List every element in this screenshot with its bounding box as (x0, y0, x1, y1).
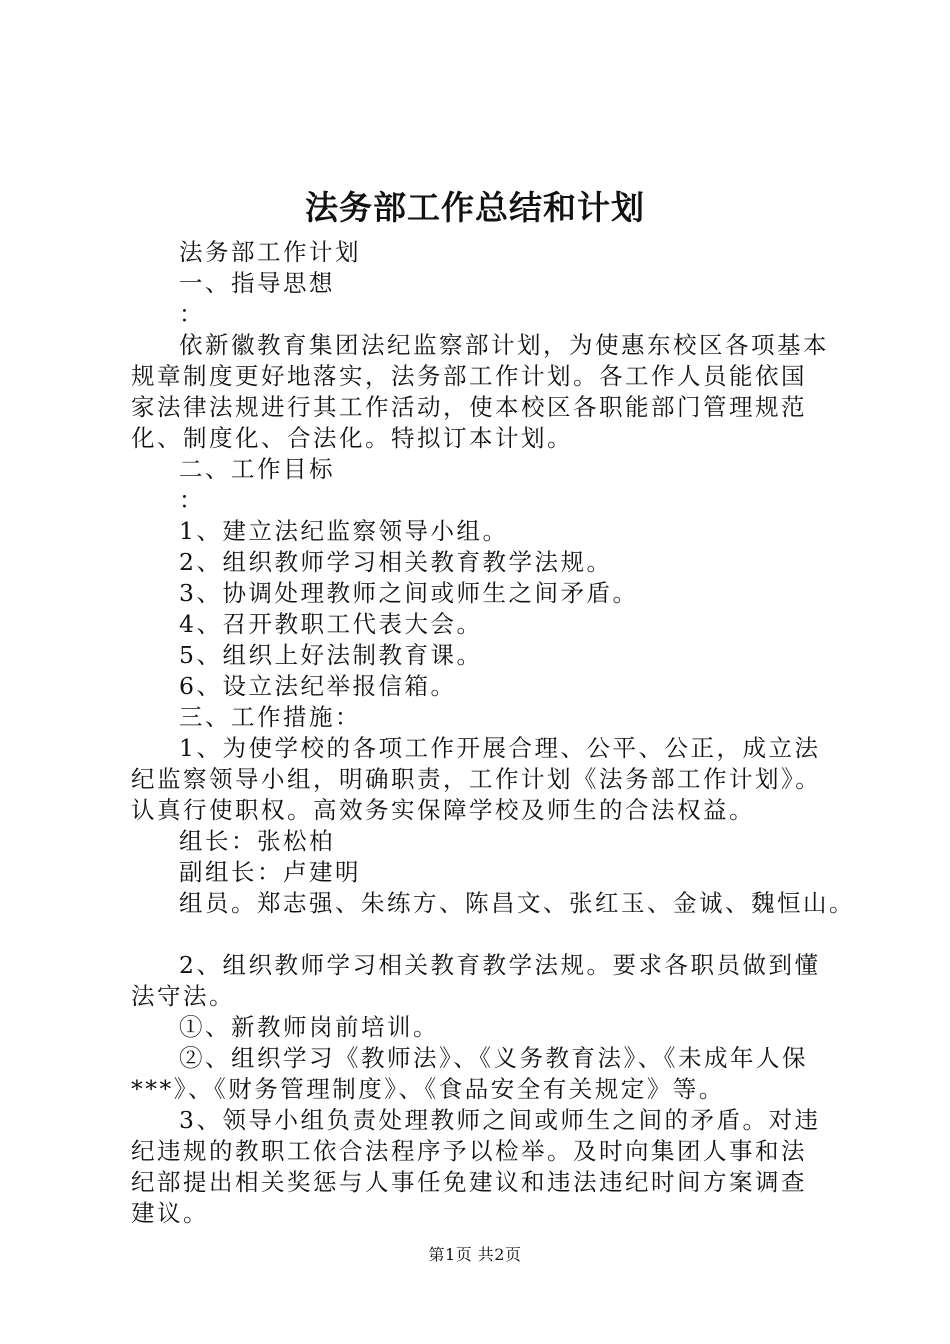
paragraph: ： (179, 486, 205, 514)
paragraph: 1、为使学校的各项工作开展合理、公平、公正，成立法纪监察领导小组，明确职责，工作计划《法务部工作计划》。认真行使职权。高效务实保障学校及师生的合法权益。 (131, 734, 822, 824)
paragraph: ： (179, 300, 205, 328)
list-item: 1、建立法纪监察领导小组。 (179, 517, 509, 545)
paragraph: 依新徽教育集团法纪监察部计划，为使惠东校区各项基本规章制度更好地落实，法务部工作计划。各工作人员能依国家法律法规进行其工作活动，使本校区各职能部门管理规范化、制度化、合法化。特拟订本计划。 (131, 331, 829, 452)
document-title: 法务部工作总结和计划 (305, 188, 645, 227)
page-footer: 第1页 共2页 (428, 1245, 522, 1264)
paragraph: 副组长：卢建明 (179, 858, 361, 886)
section-heading: 三、工作措施： (179, 703, 361, 731)
paragraph: 法务部工作计划 (179, 238, 361, 266)
list-item: 6、设立法纪举报信箱。 (179, 672, 457, 700)
list-item: ②、组织学习《教师法》、《义务教育法》、《未成年人保***》、《财务管理制度》、《食品安全有关规定》等。 (131, 1044, 808, 1103)
paragraph: 组员。郑志强、朱练方、陈昌文、张红玉、金诚、魏恒山。 (179, 889, 855, 917)
list-item: 4、召开教职工代表大会。 (179, 610, 483, 638)
document-body (131, 237, 855, 1229)
list-item: 3、协调处理教师之间或师生之间矛盾。 (179, 579, 639, 607)
paragraph: 3、领导小组负责处理教师之间或师生之间的矛盾。对违纪违规的教职工依合法程序予以检举。及时向集团人事和法纪部提出相关奖惩与人事任免建议和违法违纪时间方案调查建议。 (131, 1106, 821, 1227)
list-item: ①、新教师岗前培训。 (179, 1013, 439, 1041)
section-heading: 一、指导思想 (179, 269, 335, 297)
paragraph: 2、组织教师学习相关教育教学法规。要求各职员做到懂法守法。 (131, 951, 821, 1010)
list-item: 5、组织上好法制教育课。 (179, 641, 483, 669)
section-heading: 二、工作目标 (179, 455, 335, 483)
paragraph: 组长：张松柏 (179, 827, 335, 855)
list-item: 2、组织教师学习相关教育教学法规。 (179, 548, 613, 576)
blank-line (131, 919, 831, 950)
